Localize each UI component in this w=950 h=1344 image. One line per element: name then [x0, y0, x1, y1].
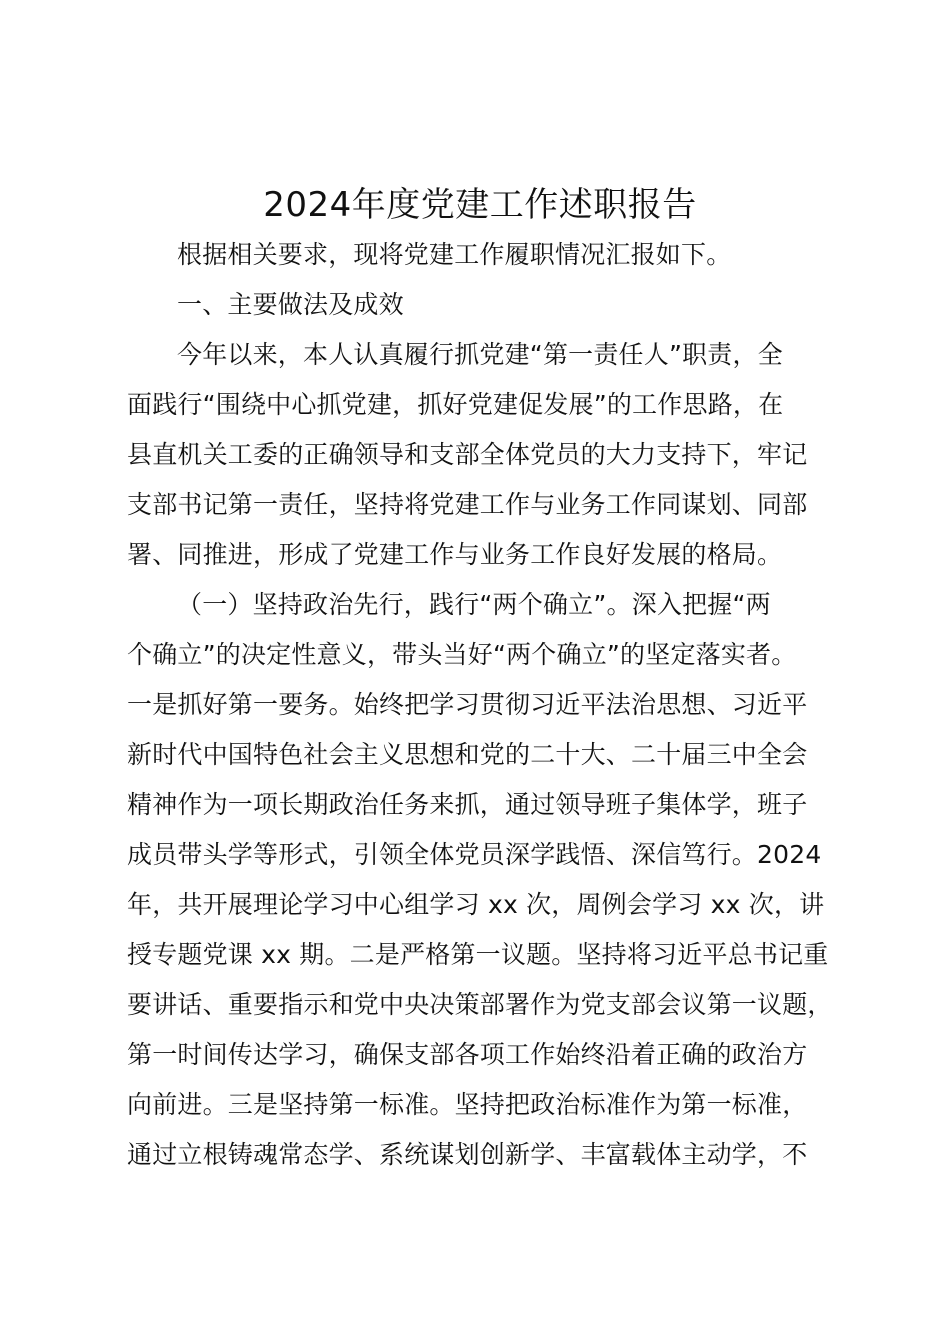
- paragraph-line: 新时代中国特色社会主义思想和党的二十大、二十届三中全会: [127, 740, 808, 769]
- paragraph-line: 精神作为一项长期政治任务来抓，通过领导班子集体学，班子: [127, 790, 808, 819]
- section-heading: 一、主要做法及成效: [177, 290, 404, 319]
- paragraph-line: （一）坚持政治先行，践行“两个确立”。深入把握“两: [177, 590, 771, 619]
- paragraph-line: 第一时间传达学习，确保支部各项工作始终沿着正确的政治方: [127, 1040, 808, 1069]
- paragraph-line: 今年以来，本人认真履行抓党建“第一责任人”职责，全: [177, 340, 783, 369]
- paragraph-line: 通过立根铸魂常态学、系统谋划创新学、丰富载体主动学，不: [127, 1140, 808, 1169]
- paragraph-line: 县直机关工委的正确领导和支部全体党员的大力支持下，牢记: [127, 440, 808, 469]
- paragraph-line: 署、同推进，形成了党建工作与业务工作良好发展的格局。: [127, 540, 783, 569]
- paragraph-line: 支部书记第一责任，坚持将党建工作与业务工作同谋划、同部: [127, 490, 808, 519]
- paragraph-line: 年，共开展理论学习中心组学习 xx 次，周例会学习 xx 次，讲: [127, 890, 825, 919]
- document-title: 2024年度党建工作述职报告: [263, 185, 697, 225]
- paragraph-line: 要讲话、重要指示和党中央决策部署作为党支部会议第一议题，: [127, 990, 833, 1019]
- paragraph-line: 一是抓好第一要务。始终把学习贯彻习近平法治思想、习近平: [127, 690, 808, 719]
- paragraph-line: 面践行“围绕中心抓党建，抓好党建促发展”的工作思路，在: [127, 390, 784, 419]
- paragraph-line: 个确立”的决定性意义，带头当好“两个确立”的坚定落实者。: [127, 640, 797, 669]
- paragraph-line: 向前进。三是坚持第一标准。坚持把政治标准作为第一标准，: [127, 1090, 808, 1119]
- paragraph-line: 根据相关要求，现将党建工作履职情况汇报如下。: [177, 240, 732, 269]
- paragraph-line: 成员带头学等形式，引领全体党员深学践悟、深信笃行。2024: [127, 840, 822, 869]
- paragraph-line: 授专题党课 xx 期。二是严格第一议题。坚持将习近平总书记重: [127, 940, 829, 969]
